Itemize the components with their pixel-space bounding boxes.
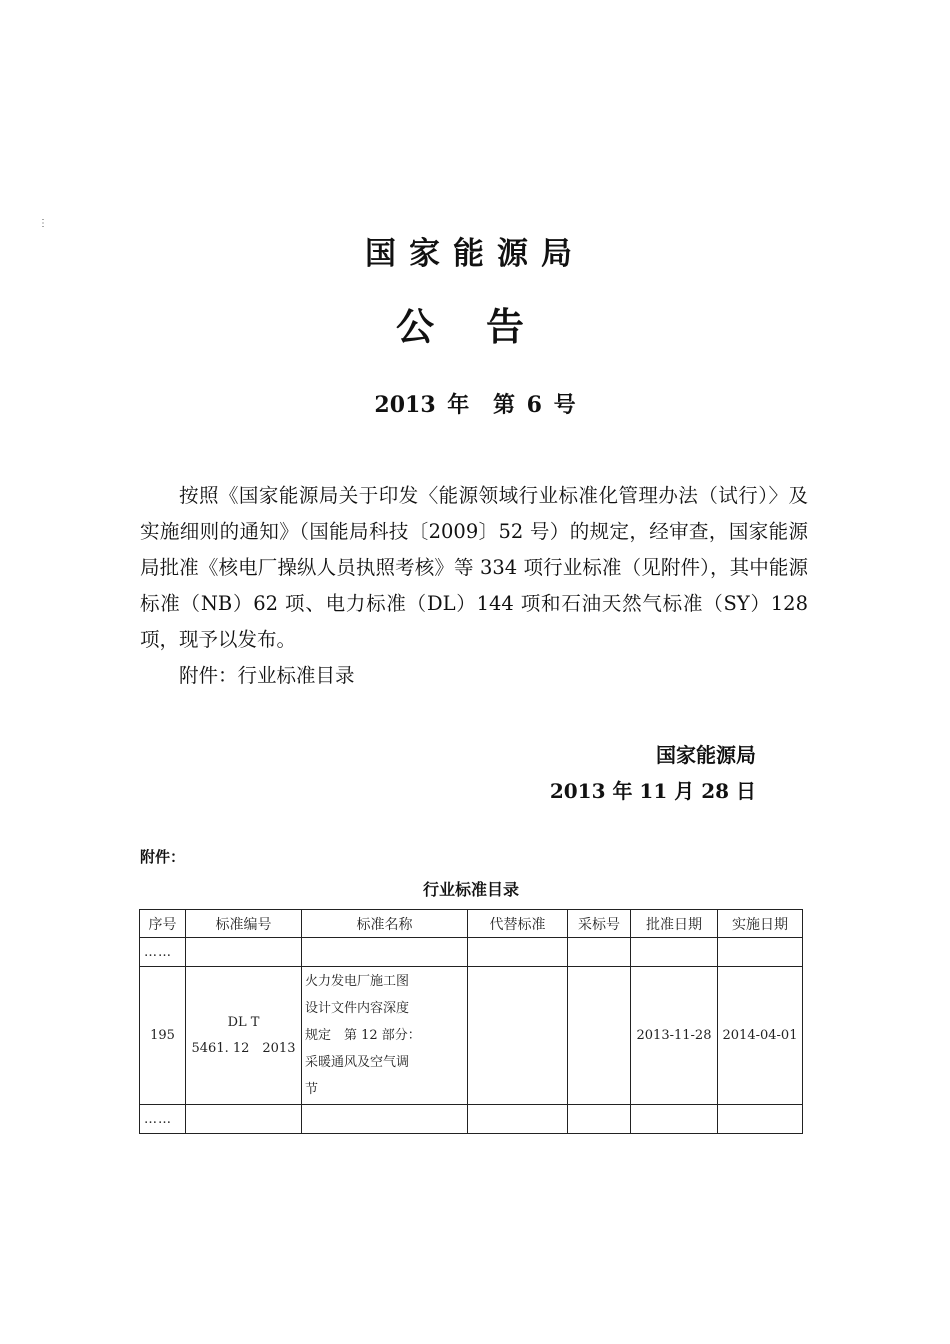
announcement-body: [140, 478, 808, 694]
standard-name-line: 规定 第 12 部分：: [305, 1028, 421, 1043]
document-type-title: 公告: [395, 305, 576, 349]
ellipsis-cell: ……: [140, 938, 186, 967]
col-header-replaces: 代替标准: [468, 910, 568, 938]
standard-name-line: 节: [305, 1082, 319, 1097]
row-effective-date: 2014-04-01: [718, 967, 803, 1105]
standards-catalog-table: [139, 909, 803, 1134]
table-header-row: [140, 910, 803, 938]
standard-name-line: 采暖通风及空气调: [305, 1055, 410, 1070]
standard-code-line-2: 5461. 12 2013: [191, 1040, 296, 1056]
row-approved-date: 2013-11-28: [631, 967, 718, 1105]
col-header-seq: 序号: [140, 910, 186, 938]
issue-number: [0, 388, 950, 419]
attachment-label: 附件：: [140, 848, 186, 866]
issue-no: 第 6 号: [492, 392, 576, 418]
issuing-org-title: 国家能源局: [365, 236, 585, 272]
signature-org: 国家能源局: [656, 743, 756, 767]
col-header-adopted: 采标号: [568, 910, 631, 938]
ellipsis-cell: ……: [140, 1105, 186, 1134]
table-title: 行业标准目录: [422, 880, 519, 899]
attachment-line: 附件：行业标准目录: [179, 664, 355, 687]
standard-name-line: 设计文件内容深度: [305, 1001, 410, 1016]
margin-mark: ⋮: [38, 218, 48, 229]
table-row: [140, 967, 803, 1105]
col-header-approved: 批准日期: [631, 910, 718, 938]
signature-date: 2013 年 11 月 28 日: [549, 779, 756, 803]
standard-name-line: 火力发电厂施工图: [305, 974, 410, 989]
row-adopted: [568, 967, 631, 1105]
col-header-name: 标准名称: [302, 910, 468, 938]
col-header-effective: 实施日期: [718, 910, 803, 938]
announcement-paragraph: 按照《国家能源局关于印发〈能源领域行业标准化管理办法（试行）〉及实施细则的通知》（国能局科技〔2009〕52 号）的规定，经审查，国家能源局批准《核电厂操纵人员执照考核》等 334 项行业标准（见附件），其中能源标准（NB）62 项、电力标准（DL）144 项和石油天然气标准（SY）128 项，现予以发布。: [140, 484, 808, 651]
standard-code-line-1: DL T: [227, 1014, 260, 1030]
row-replaces: [468, 967, 568, 1105]
row-seq: 195: [140, 967, 186, 1105]
issue-year: 2013 年: [374, 392, 470, 418]
table-row-ellipsis-top: [140, 938, 803, 967]
col-header-code: 标准编号: [186, 910, 302, 938]
row-standard-name: [302, 967, 468, 1105]
table-row-ellipsis-bottom: [140, 1105, 803, 1134]
row-standard-code: [186, 967, 302, 1105]
